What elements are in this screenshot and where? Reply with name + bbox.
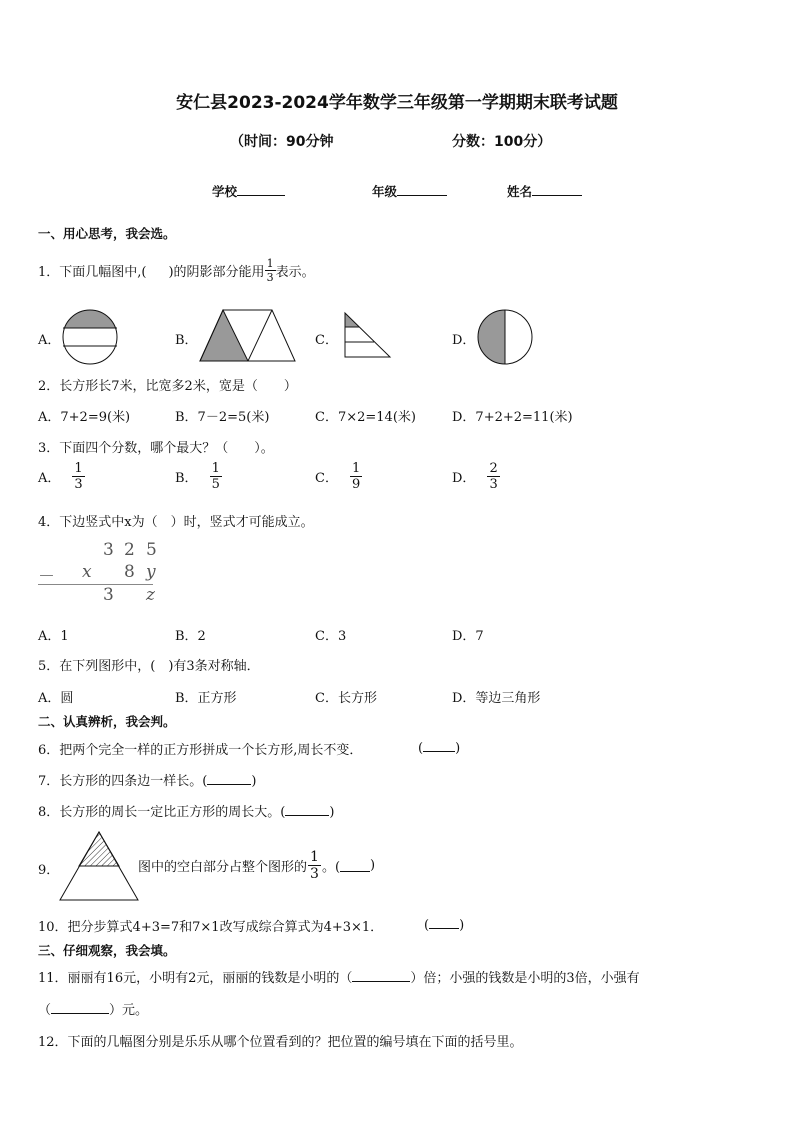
question-11-line-2[interactable] bbox=[38, 999, 148, 1018]
q5-option-a[interactable]: A．圆 bbox=[38, 691, 74, 706]
fraction-denominator: 3 bbox=[310, 866, 319, 882]
q2-option-a[interactable]: A．7+2=9(米) bbox=[38, 410, 131, 425]
paren-left: ( bbox=[418, 741, 424, 756]
fraction-numerator: 1 bbox=[266, 257, 274, 270]
digit: 3 bbox=[103, 540, 114, 560]
option-fraction bbox=[210, 462, 222, 491]
question-9-tail: 。( bbox=[321, 860, 341, 875]
q1-option-d-half-circle-figure[interactable] bbox=[475, 307, 535, 367]
option-fraction bbox=[487, 462, 499, 491]
question-3: 3．下面四个分数，哪个最大？（ ）。 bbox=[38, 441, 274, 456]
fraction-numerator: 1 bbox=[211, 461, 220, 476]
question-1-text-a: 1．下面几幅图中,( bbox=[38, 265, 147, 280]
question-11-text-c: （ bbox=[38, 1003, 52, 1018]
question-1-text-c: 表示。 bbox=[275, 265, 315, 280]
question-8[interactable] bbox=[38, 801, 334, 820]
exam-score: 分数：100分） bbox=[452, 134, 552, 150]
question-12: 12．下面的几幅图分别是乐乐从哪个位置看到的？把位置的编号填在下面的括号里。 bbox=[38, 1035, 523, 1050]
question-11-line-1[interactable] bbox=[38, 967, 640, 986]
digit: 5 bbox=[146, 540, 157, 560]
fraction-numerator: 1 bbox=[310, 849, 319, 865]
question-9-fraction bbox=[308, 850, 321, 881]
fraction-denominator: 9 bbox=[351, 477, 361, 492]
fraction-denominator: 3 bbox=[489, 477, 498, 492]
question-2: 2．长方形长7米，比宽多2米，宽是（ ） bbox=[38, 379, 297, 394]
question-8-text: 8．长方形的周长一定比正方形的周长大。( bbox=[38, 805, 286, 820]
option-label: A． bbox=[38, 471, 61, 486]
q5-option-b[interactable]: B．正方形 bbox=[175, 691, 237, 706]
question-10: 10．把分步算式4+3=7和7×1改写成综合算式为4+3×1． bbox=[38, 920, 384, 935]
question-9-text: 图中的空白部分占整个图形的 bbox=[138, 860, 308, 875]
q4-option-b[interactable]: B．2 bbox=[175, 629, 206, 644]
q2-option-d[interactable]: D．7+2+2=11(米) bbox=[452, 410, 573, 425]
school-field[interactable] bbox=[212, 182, 285, 200]
digit: 2 bbox=[124, 540, 135, 560]
q1-option-c-triangle-figure[interactable] bbox=[343, 311, 393, 359]
digit: 3 bbox=[103, 585, 114, 605]
q2-option-b[interactable]: B．7－2=5(米) bbox=[175, 410, 270, 425]
q1-option-a-label: A． bbox=[38, 333, 61, 348]
q1-option-d-label: D． bbox=[452, 333, 476, 348]
q1-option-c-label: C． bbox=[315, 333, 338, 348]
q1-option-b-trapezoid-figure[interactable] bbox=[198, 308, 298, 364]
option-label: D． bbox=[452, 471, 476, 486]
q1-option-b-label: B． bbox=[175, 333, 198, 348]
question-5: 5．在下列图形中，( )有3条对称轴． bbox=[38, 659, 260, 674]
q3-option-a[interactable] bbox=[38, 462, 85, 491]
digit: 8 bbox=[124, 562, 135, 582]
q3-option-c[interactable] bbox=[315, 462, 362, 491]
section-heading-1: 一、用心思考，我会选。 bbox=[38, 226, 176, 241]
question-1-text-b: )的阴影部分能用 bbox=[168, 265, 265, 280]
fraction-numerator: 2 bbox=[489, 461, 498, 476]
option-fraction bbox=[350, 462, 362, 491]
option-fraction bbox=[72, 462, 84, 491]
section-heading-2: 二、认真辨析，我会判。 bbox=[38, 714, 176, 729]
paren-right: ) bbox=[370, 858, 376, 873]
q4-option-c[interactable]: C．3 bbox=[315, 629, 347, 644]
question-1 bbox=[38, 258, 315, 283]
option-label: C． bbox=[315, 471, 338, 486]
question-7[interactable] bbox=[38, 770, 256, 789]
q5-option-c[interactable]: C．长方形 bbox=[315, 691, 377, 706]
paren-left: ( bbox=[424, 918, 430, 933]
school-label: 学校 bbox=[212, 184, 238, 199]
variable-x: x bbox=[82, 562, 92, 582]
question-7-text: 7．长方形的四条边一样长。( bbox=[38, 774, 208, 789]
q4-option-a[interactable]: A．1 bbox=[38, 629, 69, 644]
question-1-fraction bbox=[265, 258, 276, 283]
q2-option-c[interactable]: C．7×2=14(米) bbox=[315, 410, 416, 425]
question-6-text: 6．把两个完全一样的正方形拼成一个长方形,周长不变． bbox=[38, 743, 363, 758]
page-title: 安仁县2023-2024学年数学三年级第一学期期末联考试题 bbox=[176, 93, 618, 113]
fraction-numerator: 1 bbox=[74, 461, 83, 476]
result-line bbox=[38, 584, 153, 585]
q3-option-b[interactable] bbox=[175, 462, 222, 491]
q5-option-d[interactable]: D．等边三角形 bbox=[452, 691, 541, 706]
question-10-answer[interactable] bbox=[424, 916, 464, 933]
question-11-text-a: 11．丽丽有16元，小明有2元，丽丽的钱数是小明的（ bbox=[38, 971, 353, 986]
vertical-subtraction bbox=[38, 540, 157, 606]
question-9-number: 9． bbox=[38, 863, 60, 878]
exam-time: （时间：90分钟 bbox=[230, 134, 334, 150]
fraction-denominator: 3 bbox=[266, 271, 274, 284]
question-4: 4．下边竖式中x为（ ）时，竖式才可能成立。 bbox=[38, 515, 314, 530]
question-9[interactable] bbox=[138, 850, 375, 881]
question-6-answer[interactable] bbox=[418, 739, 460, 756]
paren-right: ) bbox=[455, 741, 461, 756]
q1-option-a-circle-figure[interactable] bbox=[60, 307, 120, 367]
variable-z: z bbox=[146, 585, 155, 605]
name-label: 姓名 bbox=[507, 184, 533, 199]
name-field[interactable] bbox=[507, 182, 582, 200]
fraction-denominator: 3 bbox=[74, 477, 83, 492]
fraction-denominator: 5 bbox=[211, 477, 220, 492]
option-label: B． bbox=[175, 471, 198, 486]
question-11-text-d: ）元。 bbox=[109, 1003, 149, 1018]
question-6 bbox=[38, 739, 362, 758]
paren-right: ) bbox=[251, 774, 257, 789]
q4-option-d[interactable]: D．7 bbox=[452, 629, 484, 644]
grade-label: 年级 bbox=[372, 184, 398, 199]
section-heading-3: 三、仔细观察，我会填。 bbox=[38, 943, 176, 958]
grade-field[interactable] bbox=[372, 182, 447, 200]
q3-option-d[interactable] bbox=[452, 462, 500, 491]
minus-sign: － bbox=[38, 567, 55, 587]
fraction-numerator: 1 bbox=[351, 461, 361, 476]
variable-y: y bbox=[146, 562, 156, 582]
question-11-text-b: ）倍；小强的钱数是小明的3倍，小强有 bbox=[410, 971, 640, 986]
paren-right: ) bbox=[459, 918, 465, 933]
q9-hatched-triangle-figure bbox=[58, 830, 140, 902]
paren-right: ) bbox=[329, 805, 335, 820]
